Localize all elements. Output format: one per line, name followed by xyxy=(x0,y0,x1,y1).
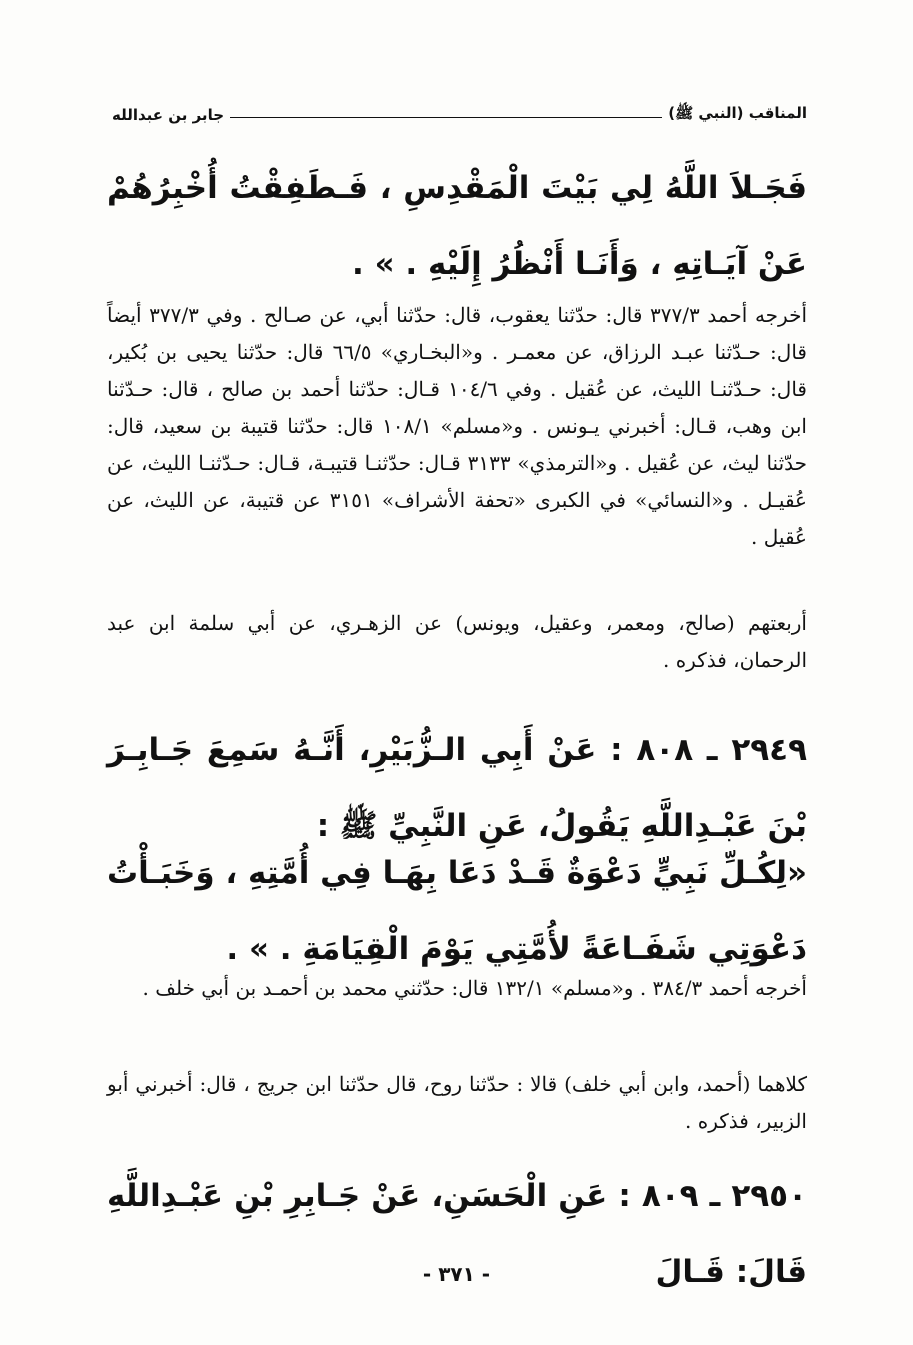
takhrij-paragraph-2: أربعتهم (صالح، ومعمر، وعقيل، ويونس) عن الزهـري، عن أبي سلمة ابن عبد الرحمان، فذكره . xyxy=(107,611,807,672)
hadith-2949-matn: «لِكُـلِّ نَبِيٍّ دَعْوَةٌ قَـدْ دَعَا بِهَـا فِي أُمَّتِهِ ، وَخَبَـأْتُ دَعْوَتِي شَفَـاعَةً لأُمَّتِي يَوْمَ الْقِيَامَةِ . » . xyxy=(107,855,807,967)
header-section: جابر بن عبدالله xyxy=(112,106,225,124)
takhrij-paragraph-3: أخرجه أحمد ٣٨٤/٣ . و«مسلم» ١٣٢/١ قال: حدّثني محمد بن أحمـد بن أبي خلف . xyxy=(142,976,807,1000)
header-chapter: المناقب (النبي ﷺ) xyxy=(668,104,807,122)
running-header xyxy=(112,98,807,132)
takhrij-paragraph-1: أخرجه أحمد ٣٧٧/٣ قال: حدّثنا يعقوب، قال: حدّثنا أبي، عن صـالح . وفي ٣٧٧/٣ أيضاً قال: حـدّثنا عبـد الرزاق، عن معمـر . و«البخـاري» ٦٦/٥ قال: حدّثنا يحيى بن بُكير، قال: حـدّثنـا الليث، عن عُقيل . وفي ١٠٤/٦ قـال: حدّثنا أحمد بن صالح ، قال: حـدّثنا ابن وهب، قـال: أخبرني يـونس . و«مسلم» ١٠٨/١ قال: حدّثنا قتيبة بن سعيد، قال: حدّثنا ليث، عن عُقيل . و«الترمذي» ٣١٣٣ قـال: حدّثنـا قتيبـة، قـال: حـدّثنـا الليث، عن عُقيـل . و«النسائي» في الكبرى «تحفة الأشراف» ٣١٥١ عن قتيبة، عن الليث، عن عُقيل . xyxy=(107,303,808,549)
hadith-2949-isnad: ٢٩٤٩ ـ ٨٠٨ : عَنْ أَبِي الـزُّبَيْرِ، أَنَّـهُ سَمِعَ جَـابِـرَ بْنَ عَبْـدِاللَّهِ يَقُولُ، عَنِ النَّبِيِّ ﷺ : xyxy=(107,732,807,844)
page-number: - ٣٧١ - xyxy=(422,1262,491,1286)
takhrij-paragraph-4: كلاهما (أحمد، وابن أبي خلف) قالا : حدّثنا روح، قال حدّثنا ابن جريج ، قال: أخبرني أبو الزبير، فذكره . xyxy=(107,1072,807,1133)
hadith-text-continuation: فَجَـلاَ اللَّهُ لِي بَيْتَ الْمَقْدِسِ ، فَـطَفِقْتُ أُخْبِرُهُمْ عَنْ آيَـاتِهِ ، وَأَنَـا أَنْظُرُ إِلَيْهِ . » . xyxy=(107,170,807,282)
header-rule xyxy=(230,117,662,118)
hadith-2950-isnad: ٢٩٥٠ ـ ٨٠٩ : عَنِ الْحَسَنِ، عَنْ جَـابِرِ بْنِ عَبْـدِاللَّهِ قَالَ: قَـالَ xyxy=(107,1178,807,1290)
